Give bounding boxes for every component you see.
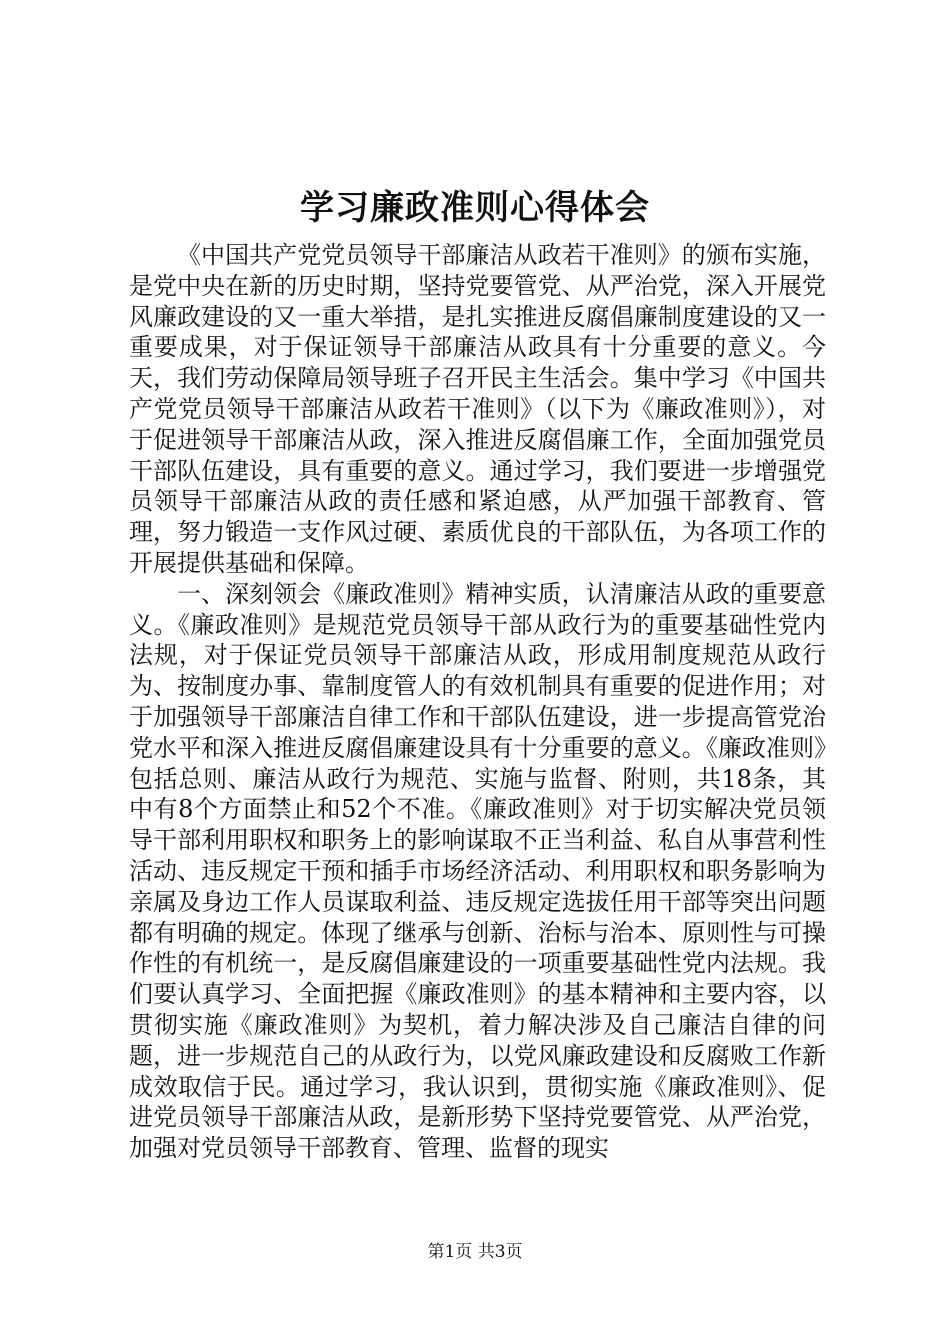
document-title: 学习廉政准则心得体会	[300, 188, 650, 228]
document-body	[129, 240, 826, 1164]
paragraph-section-one: 一、深刻领会《廉政准则》精神实质，认清廉洁从政的重要意义。《廉政准则》是规范党员领导干部从政行为的重要基础性党内法规，对于保证党员领导干部廉洁从政，形成用制度规范从政行为、按制度办事、靠制度管人的有效机制具有重要的促进作用；对于加强领导干部廉洁自律工作和干部队伍建设，进一步提高管党治党水平和深入推进反腐倡廉建设具有十分重要的意义。《廉政准则》包括总则、廉洁从政行为规范、实施与监督、附则，共18条，其中有8个方面禁止和52个不准。《廉政准则》对于切实解决党员领导干部利用职权和职务上的影响谋取不正当利益、私自从事营利性活动、违反规定干预和插手市场经济活动、利用职权和职务影响为亲属及身边工作人员谋取利益、违反规定选拔任用干部等突出问题都有明确的规定。体现了继承与创新、治标与治本、原则性与可操作性的有机统一，是反腐倡廉建设的一项重要基础性党内法规。我们要认真学习、全面把握《廉政准则》的基本精神和主要内容，以贯彻实施《廉政准则》为契机，着力解决涉及自己廉洁自律的问题，进一步规范自己的从政行为，以党风廉政建设和反腐败工作新成效取信于民。通过学习，我认识到，贯彻实施《廉政准则》、促进党员领导干部廉洁从政，是新形势下坚持党要管党、从严治党，加强对党员领导干部教育、管理、监督的现实	[129, 579, 826, 1163]
page-number-footer: 第1页 共3页	[427, 1242, 523, 1262]
paragraph-intro: 《中国共产党党员领导干部廉洁从政若干准则》的颁布实施，是党中央在新的历史时期，坚持党要管党、从严治党，深入开展党风廉政建设的又一重大举措，是扎实推进反腐倡廉制度建设的又一重要成果，对于保证领导干部廉洁从政具有十分重要的意义。今天，我们劳动保障局领导班子召开民主生活会。集中学习《中国共产党党员领导干部廉洁从政若干准则》（以下为《廉政准则》），对于促进领导干部廉洁从政，深入推进反腐倡廉工作，全面加强党员干部队伍建设，具有重要的意义。通过学习，我们要进一步增强党员领导干部廉洁从政的责任感和紧迫感，从严加强干部教育、管理，努力锻造一支作风过硬、素质优良的干部队伍，为各项工作的开展提供基础和保障。	[129, 241, 826, 577]
